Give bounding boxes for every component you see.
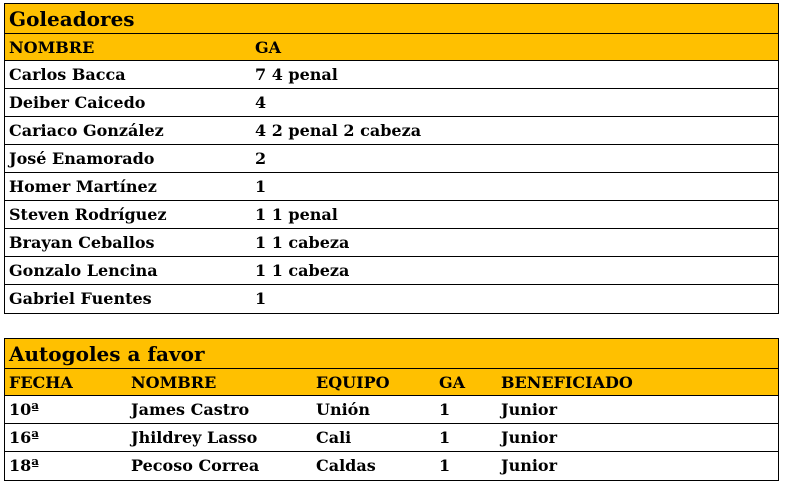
table-row bbox=[5, 61, 778, 89]
table-cell: Cali bbox=[316, 428, 352, 447]
table-cell: 1 1 penal bbox=[255, 205, 338, 224]
table-cell: Cariaco González bbox=[9, 121, 164, 140]
table-row bbox=[5, 229, 778, 257]
header-ga: GA bbox=[255, 38, 282, 57]
table-cell: James Castro bbox=[131, 400, 250, 419]
table-cell: 1 bbox=[439, 428, 451, 447]
table-row bbox=[5, 145, 778, 173]
table-row bbox=[5, 424, 778, 452]
table-cell: 18ª bbox=[9, 456, 40, 475]
table-row bbox=[5, 89, 778, 117]
goleadores-body bbox=[5, 61, 778, 313]
table-cell: 10ª bbox=[9, 400, 40, 419]
table-cell: 2 bbox=[255, 149, 267, 168]
table-row bbox=[5, 396, 778, 424]
table-cell: 1 bbox=[439, 400, 451, 419]
table-cell: Brayan Ceballos bbox=[9, 233, 155, 252]
table-cell: 1 bbox=[255, 177, 267, 196]
table-cell: Unión bbox=[316, 400, 370, 419]
table-cell: Homer Martínez bbox=[9, 177, 157, 196]
table-cell: Gabriel Fuentes bbox=[9, 289, 152, 308]
table-cell: Jhildrey Lasso bbox=[131, 428, 258, 447]
table-cell: Deiber Caicedo bbox=[9, 93, 146, 112]
autogoles-table bbox=[4, 338, 779, 481]
autogoles-header-row bbox=[5, 369, 778, 396]
header-nombre: NOMBRE bbox=[131, 373, 217, 392]
table-cell: Caldas bbox=[316, 456, 376, 475]
table-cell: 4 2 penal 2 cabeza bbox=[255, 121, 422, 140]
table-row bbox=[5, 257, 778, 285]
table-row bbox=[5, 201, 778, 229]
table-cell: Junior bbox=[501, 456, 558, 475]
goleadores-title: Goleadores bbox=[5, 4, 778, 34]
table-cell: 1 bbox=[439, 456, 451, 475]
table-cell: 7 4 penal bbox=[255, 65, 338, 84]
goleadores-header-row bbox=[5, 34, 778, 61]
table-cell: 16ª bbox=[9, 428, 40, 447]
table-cell: Steven Rodríguez bbox=[9, 205, 167, 224]
header-equipo: EQUIPO bbox=[316, 373, 390, 392]
header-nombre: NOMBRE bbox=[9, 38, 95, 57]
table-cell: Junior bbox=[501, 400, 558, 419]
header-ga: GA bbox=[439, 373, 466, 392]
goleadores-table bbox=[4, 3, 779, 314]
autogoles-body bbox=[5, 396, 778, 480]
table-cell: 4 bbox=[255, 93, 267, 112]
table-row bbox=[5, 117, 778, 145]
table-cell: Carlos Bacca bbox=[9, 65, 126, 84]
header-beneficiado: BENEFICIADO bbox=[501, 373, 633, 392]
table-row bbox=[5, 173, 778, 201]
table-cell: 1 bbox=[255, 289, 267, 308]
table-cell: 1 1 cabeza bbox=[255, 261, 350, 280]
table-cell: Gonzalo Lencina bbox=[9, 261, 158, 280]
table-cell: José Enamorado bbox=[9, 149, 155, 168]
table-cell: 1 1 cabeza bbox=[255, 233, 350, 252]
table-row bbox=[5, 452, 778, 480]
table-cell: Junior bbox=[501, 428, 558, 447]
header-fecha: FECHA bbox=[9, 373, 73, 392]
table-row bbox=[5, 285, 778, 313]
table-cell: Pecoso Correa bbox=[131, 456, 260, 475]
autogoles-title: Autogoles a favor bbox=[5, 339, 778, 369]
